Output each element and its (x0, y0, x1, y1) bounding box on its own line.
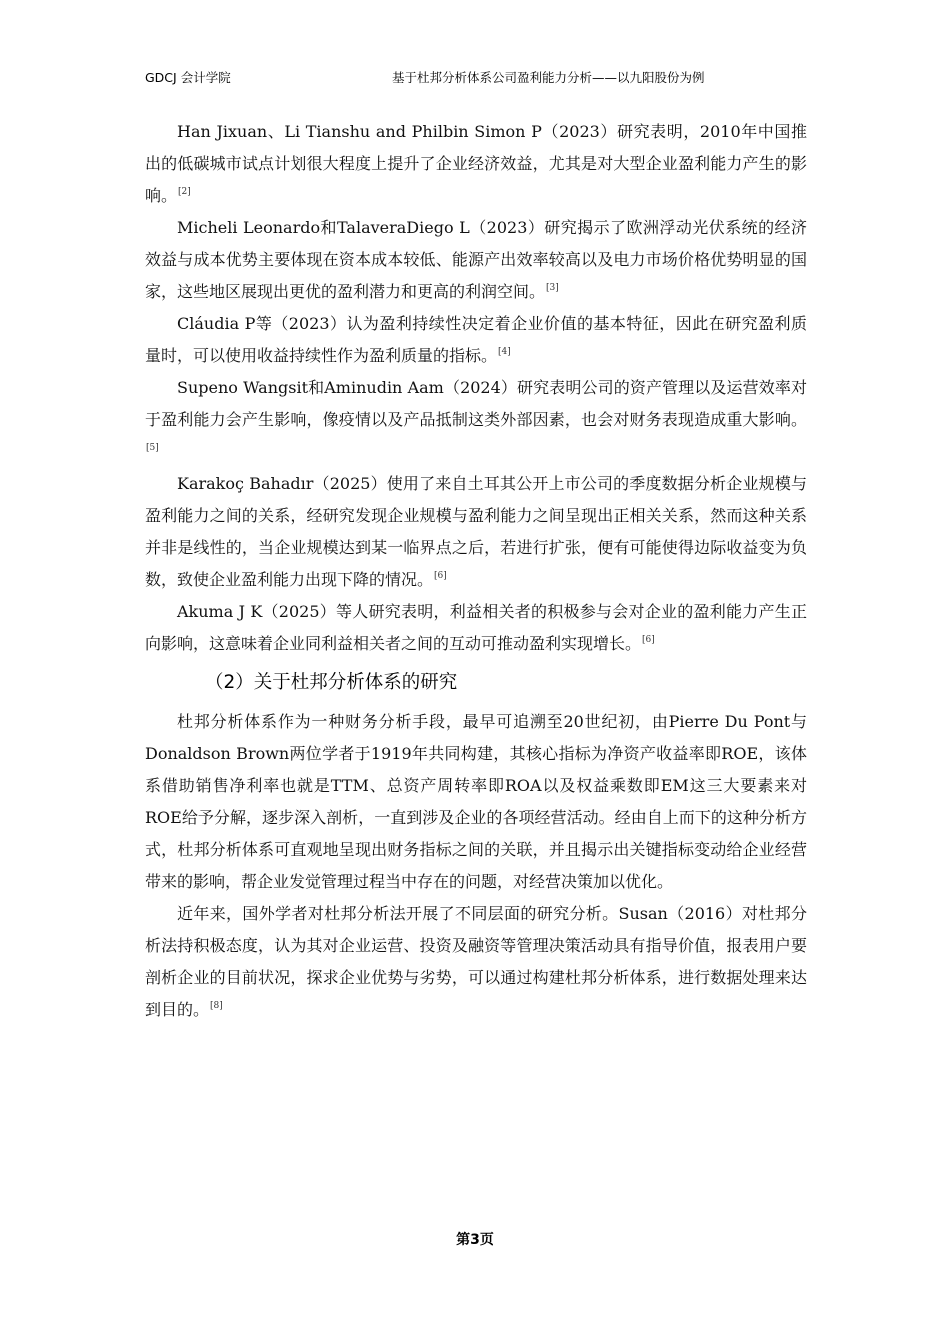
paragraph: Micheli Leonardo和TalaveraDiego L（2023）研究揭示了欧洲浮动光伏系统的经济效益与成本优势主要体现在资本成本较低、能源产出效率较高以及电力市场价格优势明显的国家，这些地区展现出更优的盈利潜力和更高的利润空间。[3] (145, 218, 807, 301)
citation-ref: [5] (146, 443, 159, 453)
citation-ref: [3] (546, 283, 559, 293)
paragraph: Han Jixuan、Li Tianshu and Philbin Simon P（2023）研究表明，2010年中国推出的低碳城市试点计划很大程度上提升了企业经济效益，尤其是对大型企业盈利能力产生的影响。[2] (145, 122, 807, 205)
citation-ref: [6] (642, 635, 655, 645)
section-heading: （2）关于杜邦分析体系的研究 (205, 672, 458, 693)
citation-ref: [4] (498, 347, 511, 357)
citation-ref: [6] (434, 571, 447, 581)
citation-ref: [2] (178, 187, 191, 197)
paragraph: Karakoç Bahadır（2025）使用了来自土耳其公开上市公司的季度数据分析企业规模与盈利能力之间的关系，经研究发现企业规模与盈利能力之间呈现出正相关关系，然而这种关系并非是线性的，当企业规模达到某一临界点之后，若进行扩张，便有可能使得边际收益变为负数，致使企业盈利能力出现下降的情况。[6] (145, 474, 807, 589)
paragraph: 近年来，国外学者对杜邦分析法开展了不同层面的研究分析。Susan（2016）对杜邦分析法持积极态度，认为其对企业运营、投资及融资等管理决策活动具有指导价值，报表用户要剖析企业的目前状况，探求企业优势与劣势，可以通过构建杜邦分析体系，进行数据处理来达到目的。[8] (145, 904, 807, 1019)
citation-ref: [8] (210, 1001, 223, 1011)
paragraph: Cláudia P等（2023）认为盈利持续性决定着企业价值的基本特征，因此在研究盈利质量时，可以使用收益持续性作为盈利质量的指标。[4] (145, 314, 807, 365)
body-text (145, 116, 807, 1026)
page-number: 第3页 (456, 1232, 494, 1248)
header-left: GDCJ 会计学院 (145, 70, 231, 85)
paragraph: Supeno Wangsit和Aminudin Aam（2024）研究表明公司的资产管理以及运营效率对于盈利能力会产生影响，像疫情以及产品抵制这类外部因素，也会对财务表现造成重大影响。[5] (145, 378, 807, 453)
paragraph: 杜邦分析体系作为一种财务分析手段，最早可追溯至20世纪初，由Pierre Du Pont与Donaldson Brown两位学者于1919年共同构建，其核心指标为净资产收益率即ROE，该体系借助销售净利率也就是TTM、总资产周转率即ROA以及权益乘数即EM这三大要素来对ROE给予分解，逐步深入剖析，一直到涉及企业的各项经营活动。经由自上而下的这种分析方式，杜邦分析体系可直观地呈现出财务指标之间的关联，并且揭示出关键指标变动给企业经营带来的影响，帮企业发觉管理过程当中存在的问题，对经营决策加以优化。 (145, 712, 807, 891)
header-title: 基于杜邦分析体系公司盈利能力分析——以九阳股份为例 (392, 70, 705, 85)
paragraph: Akuma J K（2025）等人研究表明，利益相关者的积极参与会对企业的盈利能力产生正向影响，这意味着企业同利益相关者之间的互动可推动盈利实现增长。[6] (145, 602, 807, 653)
